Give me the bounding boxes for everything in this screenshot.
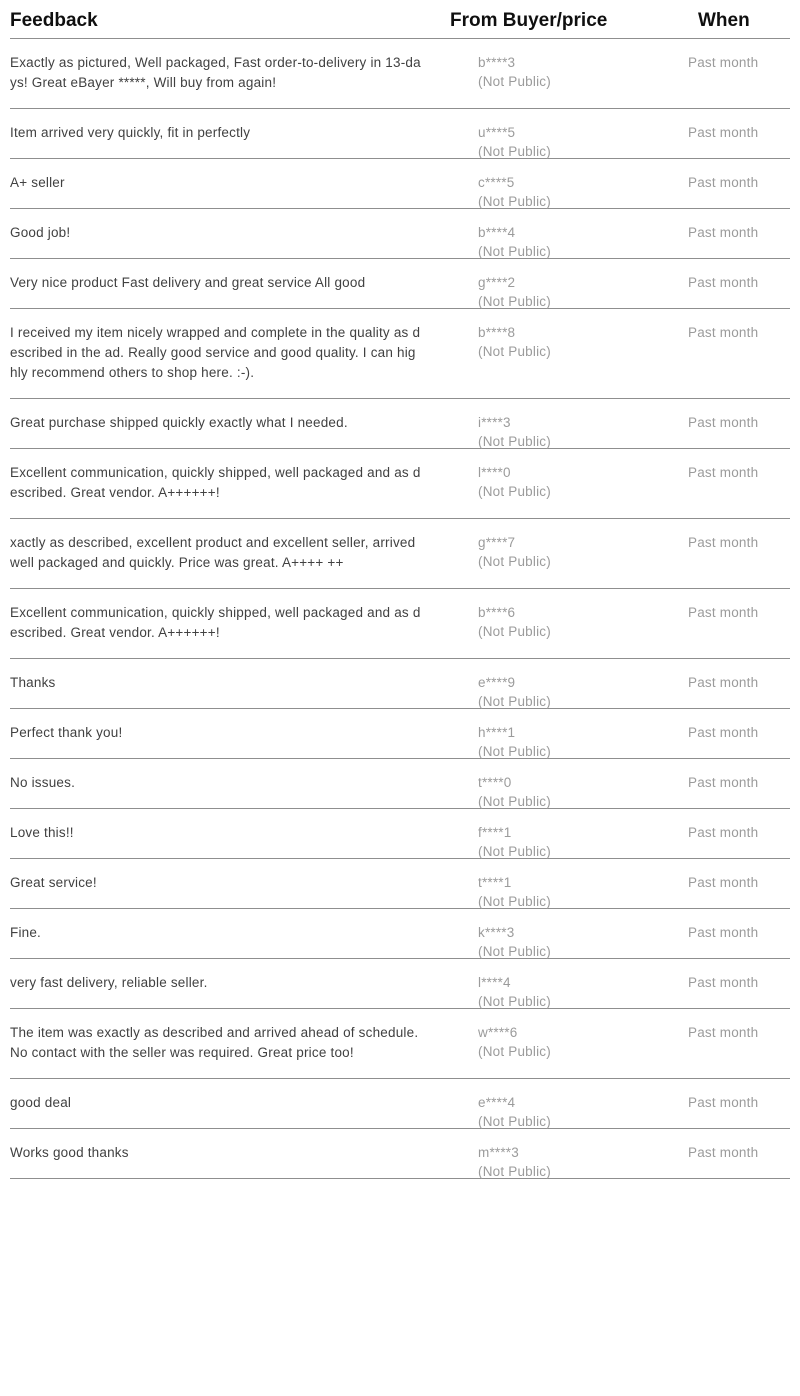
- buyer-privacy-note: (Not Public): [478, 434, 551, 449]
- table-row: [10, 259, 790, 309]
- buyer-id: l****0: [478, 465, 511, 480]
- buyer-id: b****6: [478, 605, 516, 620]
- buyer-id: u****5: [478, 125, 516, 140]
- buyer-id: b****4: [478, 225, 516, 240]
- feedback-when: Past month: [688, 275, 759, 290]
- buyer-id: w****6: [478, 1025, 518, 1040]
- feedback-table: [10, 0, 790, 1179]
- buyer-privacy-note: (Not Public): [478, 244, 551, 259]
- feedback-when: Past month: [688, 465, 759, 480]
- feedback-when: Past month: [688, 175, 759, 190]
- buyer-id: f****1: [478, 825, 512, 840]
- feedback-when: Past month: [688, 1145, 759, 1160]
- buyer-privacy-note: (Not Public): [478, 1114, 551, 1129]
- column-header-from-buyer-price: From Buyer/price: [450, 10, 608, 31]
- buyer-cell: [478, 173, 678, 209]
- feedback-text: very fast delivery, reliable seller.: [10, 975, 208, 990]
- table-row: [10, 1009, 790, 1079]
- feedback-when: Past month: [688, 325, 759, 340]
- buyer-privacy-note: (Not Public): [478, 694, 551, 709]
- table-row: [10, 759, 790, 809]
- feedback-when: Past month: [688, 55, 759, 70]
- buyer-cell: [478, 53, 678, 89]
- table-row: [10, 519, 790, 589]
- buyer-privacy-note: (Not Public): [478, 994, 551, 1009]
- table-row: [10, 859, 790, 909]
- feedback-when: Past month: [688, 1025, 759, 1040]
- feedback-text: Exactly as pictured, Well packaged, Fast order-to-delivery in 13-days! Great eBayer *****, Will buy from again!: [10, 55, 421, 90]
- feedback-when: Past month: [688, 925, 759, 940]
- buyer-cell: [478, 123, 678, 159]
- buyer-id: b****3: [478, 55, 516, 70]
- buyer-cell: [478, 873, 678, 909]
- buyer-privacy-note: (Not Public): [478, 554, 551, 569]
- feedback-text: good deal: [10, 1095, 72, 1110]
- buyer-cell: [478, 773, 678, 809]
- feedback-when: Past month: [688, 725, 759, 740]
- buyer-privacy-note: (Not Public): [478, 744, 551, 759]
- buyer-privacy-note: (Not Public): [478, 74, 551, 89]
- feedback-rows: [10, 39, 790, 1179]
- buyer-cell: [478, 273, 678, 309]
- buyer-id: i****3: [478, 415, 511, 430]
- buyer-cell: [478, 223, 678, 259]
- table-row: [10, 309, 790, 399]
- feedback-text: Great service!: [10, 875, 97, 890]
- buyer-cell: [478, 1093, 678, 1129]
- feedback-text: xactly as described, excellent product and excellent seller, arrived well packaged and quickly. Price was great. A++++ ++: [10, 535, 416, 570]
- table-header: [10, 0, 790, 39]
- feedback-when: Past month: [688, 975, 759, 990]
- feedback-when: Past month: [688, 675, 759, 690]
- buyer-cell: [478, 603, 678, 639]
- feedback-text: Very nice product Fast delivery and great service All good: [10, 275, 366, 290]
- buyer-id: e****9: [478, 675, 516, 690]
- table-row: [10, 959, 790, 1009]
- table-row: [10, 809, 790, 859]
- buyer-cell: [478, 323, 678, 359]
- feedback-text: I received my item nicely wrapped and complete in the quality as described in the ad. Really good service and good quality. I can highly recommend others to shop here. :-).: [10, 325, 421, 380]
- buyer-cell: [478, 1143, 678, 1179]
- feedback-text: Fine.: [10, 925, 42, 940]
- buyer-privacy-note: (Not Public): [478, 484, 551, 499]
- feedback-when: Past month: [688, 225, 759, 240]
- buyer-privacy-note: (Not Public): [478, 1044, 551, 1059]
- feedback-text: Excellent communication, quickly shipped, well packaged and as described. Great vendor. A++++++!: [10, 465, 421, 500]
- buyer-cell: [478, 533, 678, 569]
- feedback-text: Works good thanks: [10, 1145, 129, 1160]
- feedback-text: Thanks: [10, 675, 56, 690]
- feedback-text: Good job!: [10, 225, 71, 240]
- buyer-cell: [478, 923, 678, 959]
- buyer-id: m****3: [478, 1145, 519, 1160]
- buyer-id: h****1: [478, 725, 516, 740]
- feedback-text: Excellent communication, quickly shipped, well packaged and as described. Great vendor. A++++++!: [10, 605, 421, 640]
- buyer-cell: [478, 973, 678, 1009]
- feedback-text: No issues.: [10, 775, 76, 790]
- feedback-when: Past month: [688, 415, 759, 430]
- table-row: [10, 1079, 790, 1129]
- buyer-privacy-note: (Not Public): [478, 624, 551, 639]
- buyer-cell: [478, 823, 678, 859]
- feedback-when: Past month: [688, 825, 759, 840]
- table-row: [10, 39, 790, 109]
- table-row: [10, 449, 790, 519]
- feedback-text: The item was exactly as described and arrived ahead of schedule. No contact with the seller was required. Great price too!: [10, 1025, 419, 1060]
- feedback-when: Past month: [688, 875, 759, 890]
- buyer-id: c****5: [478, 175, 515, 190]
- feedback-when: Past month: [688, 605, 759, 620]
- buyer-privacy-note: (Not Public): [478, 144, 551, 159]
- column-header-feedback: Feedback: [10, 10, 98, 31]
- table-row: [10, 709, 790, 759]
- feedback-text: Perfect thank you!: [10, 725, 123, 740]
- buyer-privacy-note: (Not Public): [478, 1164, 551, 1179]
- table-row: [10, 589, 790, 659]
- buyer-privacy-note: (Not Public): [478, 294, 551, 309]
- buyer-id: g****7: [478, 535, 516, 550]
- feedback-when: Past month: [688, 535, 759, 550]
- buyer-privacy-note: (Not Public): [478, 794, 551, 809]
- table-row: [10, 1129, 790, 1179]
- buyer-cell: [478, 463, 678, 499]
- table-row: [10, 399, 790, 449]
- buyer-id: g****2: [478, 275, 516, 290]
- feedback-text: Great purchase shipped quickly exactly what I needed.: [10, 415, 348, 430]
- buyer-id: l****4: [478, 975, 511, 990]
- buyer-id: t****1: [478, 875, 512, 890]
- feedback-text: Item arrived very quickly, fit in perfectly: [10, 125, 251, 140]
- buyer-privacy-note: (Not Public): [478, 894, 551, 909]
- buyer-cell: [478, 723, 678, 759]
- feedback-when: Past month: [688, 1095, 759, 1110]
- column-header-when: When: [698, 10, 750, 31]
- feedback-text: A+ seller: [10, 175, 65, 190]
- buyer-cell: [478, 413, 678, 449]
- buyer-privacy-note: (Not Public): [478, 844, 551, 859]
- buyer-privacy-note: (Not Public): [478, 194, 551, 209]
- buyer-cell: [478, 1023, 678, 1059]
- table-row: [10, 109, 790, 159]
- table-row: [10, 209, 790, 259]
- buyer-id: k****3: [478, 925, 515, 940]
- feedback-text: Love this!!: [10, 825, 74, 840]
- buyer-privacy-note: (Not Public): [478, 344, 551, 359]
- table-row: [10, 159, 790, 209]
- buyer-id: b****8: [478, 325, 516, 340]
- table-row: [10, 659, 790, 709]
- buyer-privacy-note: (Not Public): [478, 944, 551, 959]
- buyer-id: t****0: [478, 775, 512, 790]
- feedback-when: Past month: [688, 125, 759, 140]
- buyer-id: e****4: [478, 1095, 516, 1110]
- table-row: [10, 909, 790, 959]
- buyer-cell: [478, 673, 678, 709]
- feedback-when: Past month: [688, 775, 759, 790]
